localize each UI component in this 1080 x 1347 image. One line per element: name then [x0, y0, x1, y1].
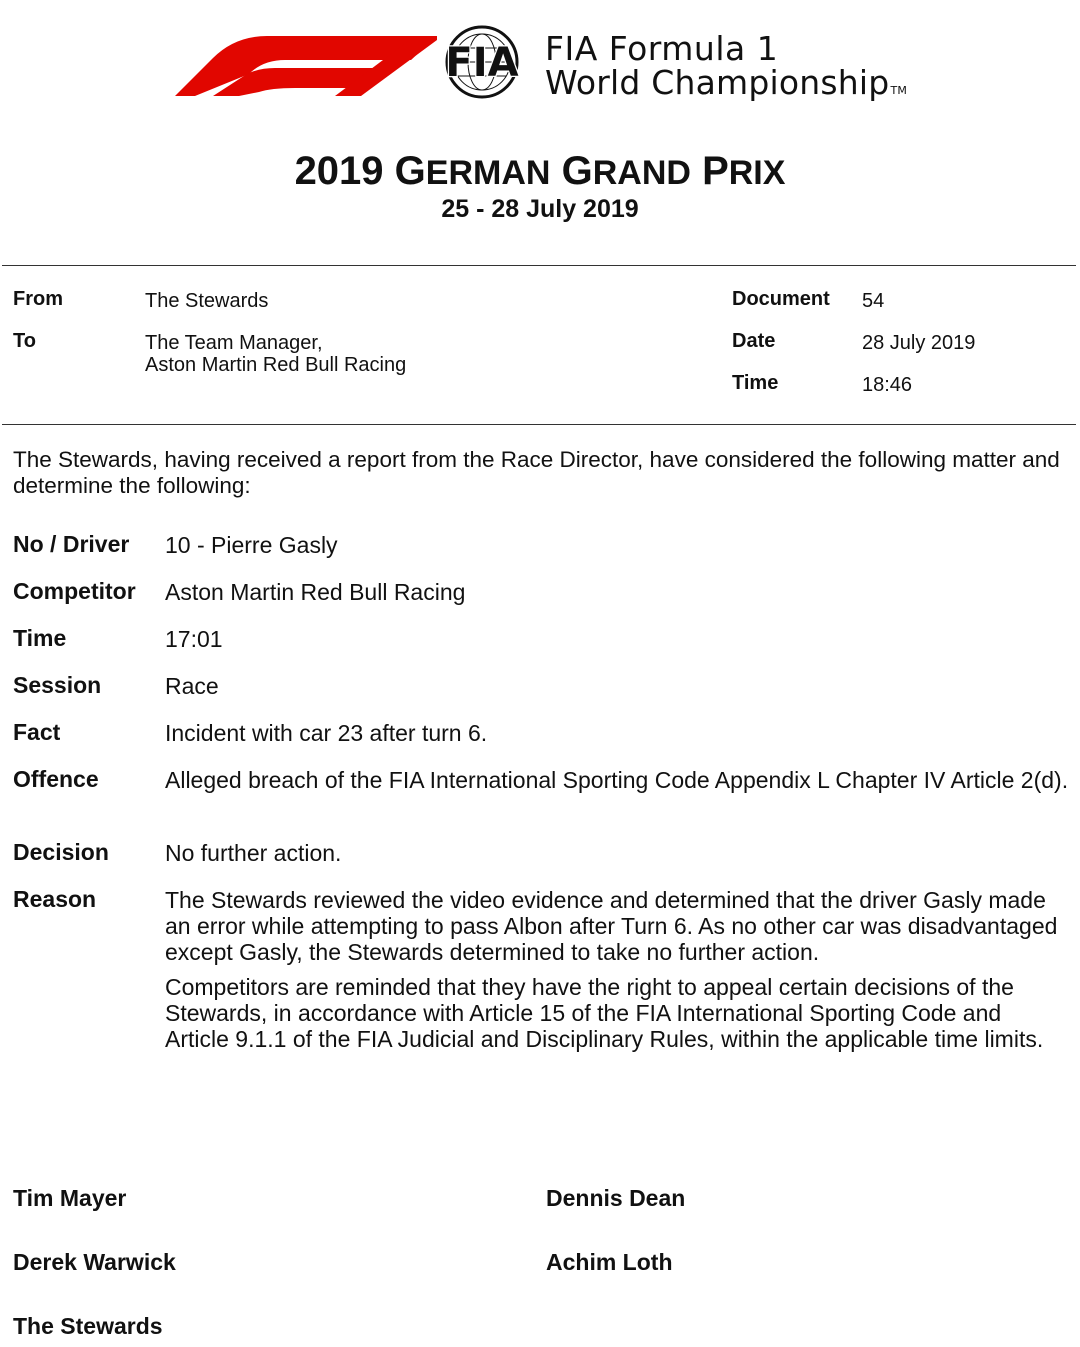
event-title: [0, 148, 1080, 196]
driver-label: No / Driver: [13, 531, 130, 557]
appeal-note: Competitors are reminded that they have the right to appeal certain decisions of the Stewards, in accordance with Article 15 of the FIA International Sporting Code and Article 9.1.1 of the FIA Judicial and Disciplinary Rules, within the applicable time limits.: [165, 974, 1044, 1052]
steward-dennis-dean: Dennis Dean: [546, 1185, 686, 1211]
title-word2-rest: RAND: [592, 154, 691, 192]
incident-time-value: 17:01: [165, 626, 223, 652]
event-dates: 25 - 28 July 2019: [441, 195, 639, 223]
to-value-line1: The Team Manager,: [145, 332, 323, 354]
from-value: The Stewards: [145, 290, 269, 312]
session-value: Race: [165, 673, 219, 699]
time-label: Time: [732, 372, 779, 394]
header-logo-row: [175, 24, 935, 108]
wordmark-line2-text: World Championship: [545, 63, 890, 102]
to-value: [145, 332, 406, 376]
signature-footer: The Stewards: [13, 1313, 163, 1339]
competitor-label: Competitor: [13, 578, 136, 604]
f1-logo: [175, 30, 437, 96]
reason-value: The Stewards reviewed the video evidence and determined that the driver Gasly made an error while attempting to pass Albon after Turn 6. As no other car was disadvantaged except Gasly, the Stewards determined to take no further action.: [165, 887, 1058, 965]
decision-value: No further action.: [165, 840, 342, 866]
driver-value: 10 - Pierre Gasly: [165, 532, 338, 558]
fia-logo-text: FIA: [445, 40, 519, 86]
document-label: Document: [732, 288, 830, 310]
championship-wordmark: [545, 29, 908, 108]
competitor-value: Aston Martin Red Bull Racing: [165, 579, 466, 605]
offence-value: Alleged breach of the FIA International Sporting Code Appendix L Chapter IV Article 2(d).: [165, 767, 1069, 793]
to-label: To: [13, 330, 36, 352]
event-title-year: 2019: [294, 149, 384, 193]
date-value: 28 July 2019: [862, 332, 976, 354]
wordmark-line2: [545, 63, 908, 108]
steward-tim-mayer: Tim Mayer: [13, 1185, 127, 1211]
title-word3-rest: RIX: [728, 154, 786, 192]
fact-value: Incident with car 23 after turn 6.: [165, 720, 488, 746]
document-value: 54: [862, 290, 885, 312]
meta-divider: [2, 424, 1076, 425]
incident-time-label: Time: [13, 625, 67, 651]
title-word2-initial: G: [561, 149, 593, 193]
date-label: Date: [732, 330, 776, 352]
trademark-mark: TM: [890, 84, 908, 97]
time-value: 18:46: [862, 374, 913, 396]
header-divider: [2, 265, 1076, 266]
wordmark-line1: FIA Formula 1: [545, 29, 779, 68]
fia-logo: [430, 24, 534, 100]
steward-derek-warwick: Derek Warwick: [13, 1249, 176, 1275]
decision-label: Decision: [13, 839, 109, 865]
session-label: Session: [13, 672, 102, 698]
fact-label: Fact: [13, 719, 61, 745]
steward-achim-loth: Achim Loth: [546, 1249, 673, 1275]
intro-paragraph: The Stewards, having received a report from the Race Director, have considered the following matter and determine the following:: [13, 447, 1060, 498]
title-word1-rest: ERMAN: [425, 154, 551, 192]
title-word1-initial: G: [394, 149, 426, 193]
offence-label: Offence: [13, 766, 99, 792]
to-value-line2: Aston Martin Red Bull Racing: [145, 354, 407, 376]
title-word3-initial: P: [702, 149, 729, 193]
from-label: From: [13, 288, 63, 310]
reason-label: Reason: [13, 886, 97, 912]
